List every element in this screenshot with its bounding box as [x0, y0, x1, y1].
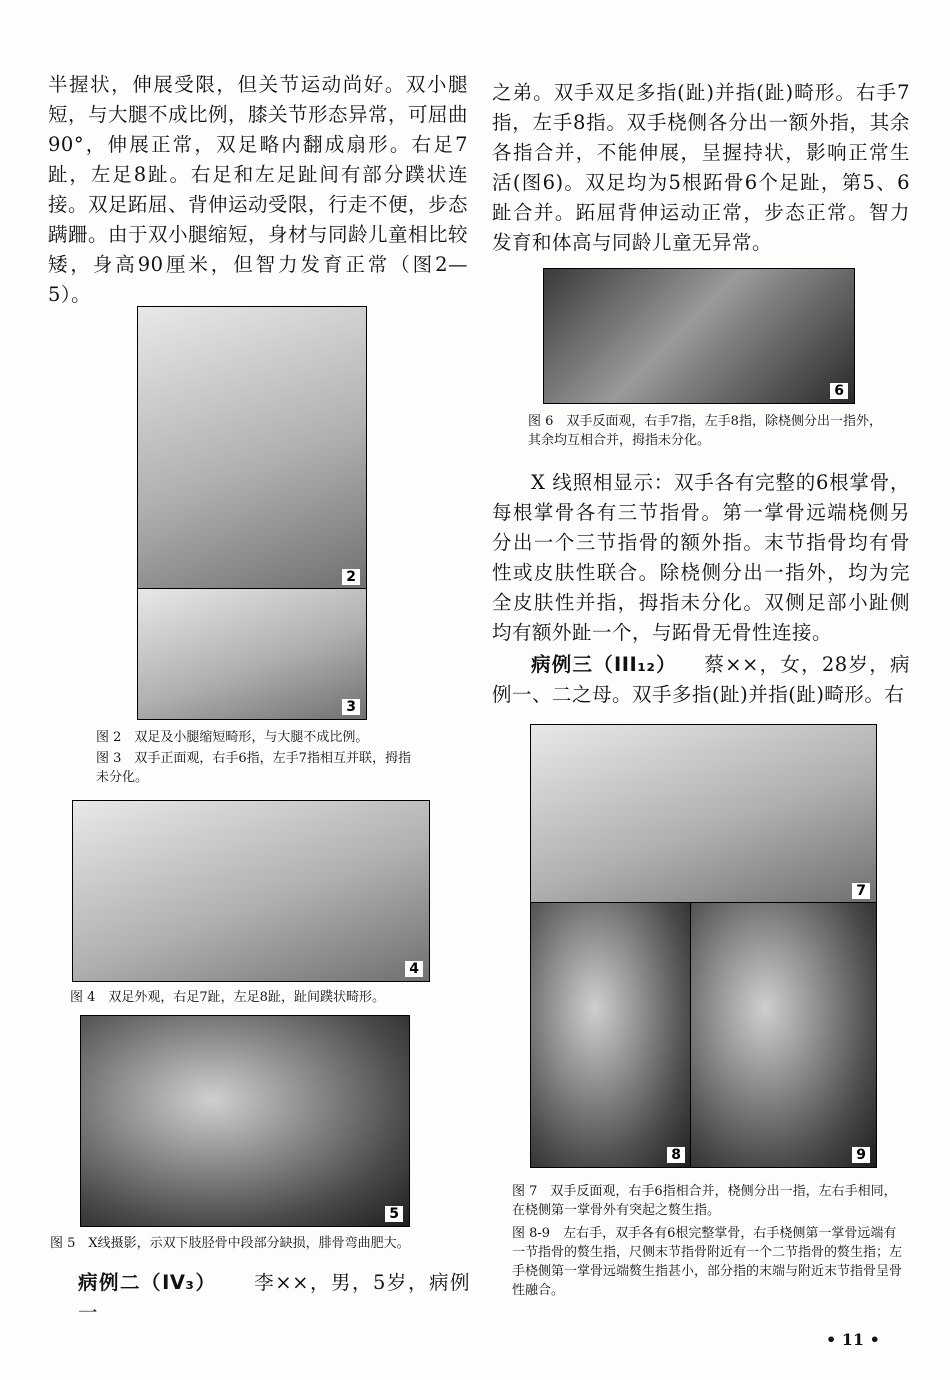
figure-7-photo: [530, 724, 877, 904]
case-3-heading: 病例三（III₁₂）: [531, 653, 677, 676]
case-3-text: 蔡××，女，28岁，病例一、二之母。双手多指(趾)并指(趾)畸形。右: [492, 653, 910, 706]
figure-7-label: 7: [852, 883, 870, 899]
right-paragraph-2: X 线照相显示：双手各有完整的6根掌骨，每根掌骨各有三节指骨。第一掌骨远端桡侧另分出一个三节指骨的额外指。末节指骨均有骨性或皮肤性联合。除桡侧分出一指外，均为完全皮肤性并指，拇指未分化。双侧足部小趾侧均有额外趾一个，与跖骨无骨性连接。: [492, 471, 910, 644]
figure-4-caption: 图 4 双足外观，右足7趾，左足8趾，趾间蹼状畸形。: [70, 990, 385, 1005]
figure-8-label: 8: [667, 1147, 685, 1163]
figure-4-photo: [72, 800, 430, 982]
figure-6-label: 6: [830, 383, 848, 399]
figure-9-photo: [690, 902, 877, 1168]
figure-8-9-caption: 图 8-9 左右手，双手各有6根完整掌骨，右手桡侧第一掌骨远端有一节指骨的赘生指，尺侧末节指骨附近有一个二节指骨的赘生指；左手桡侧第一掌骨远端赘生指甚小，部分指的末端与附近末节指骨呈骨性融合。: [512, 1226, 903, 1298]
left-paragraph-1: 半握状，伸展受限，但关节运动尚好。双小腿短，与大腿不成比例，膝关节形态异常，可屈曲90°，伸展正常，双足略内翻成扇形。右足7趾，左足8趾。右足和左足趾间有部分蹼状连接。双足跖屈、背伸运动受限，行走不便，步态蹒跚。由于双小腿缩短，身材与同龄儿童相比较矮，身高90厘米，但智力发育正常（图2—5）。: [48, 73, 469, 306]
figure-7-caption: 图 7 双手反面观，右手6指相合并，桡侧分出一指，左右手相同，在桡侧第一掌骨外有突起之赘生指。: [512, 1184, 897, 1218]
figure-9-label: 9: [852, 1147, 870, 1163]
figure-2-label: 2: [342, 569, 360, 585]
figure-5-label: 5: [385, 1206, 403, 1222]
figure-2-photo: [137, 306, 367, 590]
figure-2-caption: 图 2 双足及小腿缩短畸形，与大腿不成比例。: [96, 730, 369, 745]
right-paragraph-1: 之弟。双手双足多指(趾)并指(趾)畸形。右手7指，左手8指。双手桡侧各分出一额外指，其余各指合并，不能伸展，呈握持状，影响正常生活(图6)。双足均为5根跖骨6个足趾，第5、6趾合并。跖屈背伸运动正常，步态正常。智力发育和体高与同龄儿童无异常。: [492, 81, 910, 254]
figure-5-photo: [80, 1015, 410, 1227]
figure-6-photo: [543, 268, 855, 404]
figure-3-label: 3: [342, 699, 360, 715]
figure-4-label: 4: [405, 961, 423, 977]
figure-6-caption: 图 6 双手反面观，右手7指，左手8指，除桡侧分出一指外，其余均互相合并，拇指未分化。: [528, 414, 882, 448]
figure-3-caption: 图 3 双手正面观，右手6指，左手7指相互并联，拇指未分化。: [96, 751, 411, 785]
case-2-text: 李××，男，5岁，病例一: [78, 1271, 470, 1324]
case-3-line: [492, 650, 910, 710]
figure-8-photo: [530, 902, 692, 1168]
figure-5-caption: 图 5 X线摄影，示双下肢胫骨中段部分缺损，腓骨弯曲肥大。: [50, 1236, 410, 1251]
figure-3-photo: [137, 588, 367, 720]
page-number: • 11 •: [826, 1330, 880, 1349]
case-2-heading: 病例二（IV₃）: [78, 1271, 217, 1294]
case-2-line: [78, 1268, 470, 1328]
